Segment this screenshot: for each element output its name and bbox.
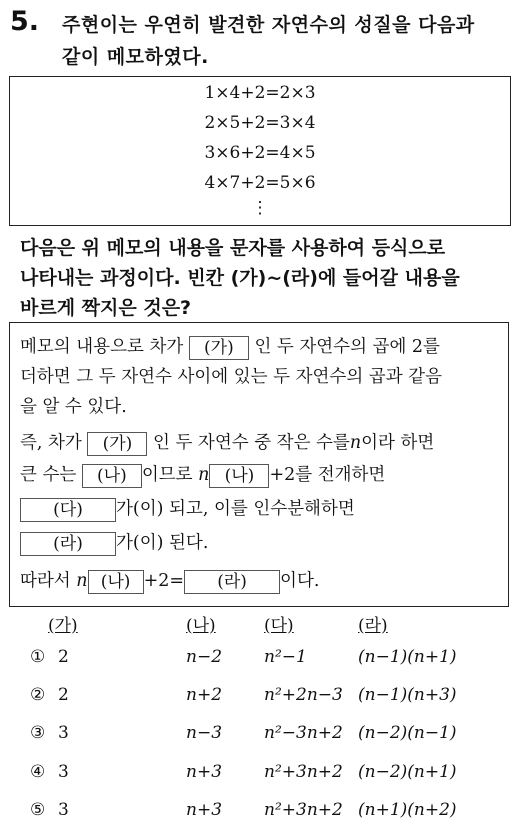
memo-line: 4×7+2=5×6 xyxy=(204,173,316,193)
blank-ga: (가) xyxy=(189,336,249,360)
solution-line-4 xyxy=(20,429,434,456)
choice-number: ① xyxy=(30,647,46,667)
prompt-line-3: 바르게 짝지은 것은? xyxy=(20,297,192,319)
choice-ra: (n−1)(n+3) xyxy=(358,685,457,705)
memo-line: 1×4+2=2×3 xyxy=(204,83,316,103)
text: 큰 수는 xyxy=(20,465,77,485)
choice-ga: 2 xyxy=(58,647,69,667)
header-ra: (라) xyxy=(358,616,388,636)
choice-na: n+2 xyxy=(186,685,223,705)
text: 메모의 내용으로 차가 xyxy=(20,337,184,357)
memo-ellipsis: ⋮ xyxy=(251,198,269,218)
header-na: (나) xyxy=(186,616,216,636)
blank-na: (나) xyxy=(209,464,269,488)
choice-na: n−3 xyxy=(186,723,223,743)
choice-ga: 3 xyxy=(58,723,69,743)
choice-number: ⑤ xyxy=(30,800,46,820)
text: 이다. xyxy=(280,571,320,591)
choice-da: n²−1 xyxy=(264,647,307,667)
blank-na: (나) xyxy=(82,464,142,488)
solution-box xyxy=(9,322,509,607)
solution-line-1 xyxy=(20,333,440,360)
blank-na: (나) xyxy=(88,570,144,594)
blank-ra: (라) xyxy=(20,532,116,556)
blank-ra: (라) xyxy=(184,570,280,594)
variable-n: n xyxy=(198,465,210,485)
solution-line-2: 더하면 그 두 자연수 사이에 있는 두 자연수의 곱과 같음 xyxy=(20,367,442,387)
blank-ga: (가) xyxy=(87,432,147,456)
text: 즉, 차가 xyxy=(20,433,82,453)
solution-line-3: 을 알 수 있다. xyxy=(20,397,127,417)
question-number: 5. xyxy=(10,6,40,37)
text: 따라서 xyxy=(20,571,71,591)
choice-ga: 2 xyxy=(58,685,69,705)
choice-row-3[interactable] xyxy=(0,723,529,753)
choice-na: n+3 xyxy=(186,800,223,820)
question-line-2: 같이 메모하였다. xyxy=(62,46,209,68)
choice-row-4[interactable] xyxy=(0,762,529,792)
solution-line-8 xyxy=(20,567,319,594)
choice-da: n²+2n−3 xyxy=(264,685,343,705)
text: 가(이) 되고, 이를 인수분해하면 xyxy=(116,499,355,519)
text: 이라 하면 xyxy=(361,433,435,453)
memo-line: 3×6+2=4×5 xyxy=(204,143,316,163)
choice-row-2[interactable] xyxy=(0,685,529,715)
choice-number: ② xyxy=(30,685,46,705)
solution-line-5 xyxy=(20,461,385,488)
blank-da: (다) xyxy=(20,498,116,522)
choice-ra: (n−2)(n−1) xyxy=(358,723,457,743)
choice-da: n²−3n+2 xyxy=(264,723,343,743)
choice-row-1[interactable] xyxy=(0,647,529,677)
prompt-line-1: 다음은 위 메모의 내용을 문자를 사용하여 등식으로 xyxy=(20,237,446,259)
solution-line-6 xyxy=(20,495,355,522)
choice-ga: 3 xyxy=(58,800,69,820)
variable-n: n xyxy=(76,571,88,591)
memo-box xyxy=(9,76,511,226)
header-ga: (가) xyxy=(48,616,78,636)
text: +2= xyxy=(143,571,185,591)
choice-da: n²+3n+2 xyxy=(264,762,343,782)
solution-line-7 xyxy=(20,529,208,556)
prompt-line-2: 나타내는 과정이다. 빈칸 (가)~(라)에 들어갈 내용을 xyxy=(20,267,460,289)
choice-da: n²+3n+2 xyxy=(264,800,343,820)
choice-ra: (n+1)(n+2) xyxy=(358,800,457,820)
question-line-1: 주현이는 우연히 발견한 자연수의 성질을 다음과 xyxy=(62,14,475,36)
choice-ra: (n−1)(n+1) xyxy=(358,647,457,667)
text: 이므로 xyxy=(141,465,193,485)
memo-line: 2×5+2=3×4 xyxy=(204,113,316,133)
variable-n: n xyxy=(349,433,362,453)
choice-ga: 3 xyxy=(58,762,69,782)
choice-number: ④ xyxy=(30,762,46,782)
text: +2를 전개하면 xyxy=(269,465,386,485)
choice-na: n−2 xyxy=(186,647,223,667)
text: 인 두 자연수 중 작은 수를 xyxy=(153,433,350,453)
choice-row-5[interactable] xyxy=(0,800,529,830)
choice-number: ③ xyxy=(30,723,46,743)
choice-ra: (n−2)(n+1) xyxy=(358,762,457,782)
text: 인 두 자연수의 곱에 2를 xyxy=(254,337,440,357)
header-da: (다) xyxy=(264,616,294,636)
text: 가(이) 된다. xyxy=(116,533,209,553)
choice-na: n+3 xyxy=(186,762,223,782)
